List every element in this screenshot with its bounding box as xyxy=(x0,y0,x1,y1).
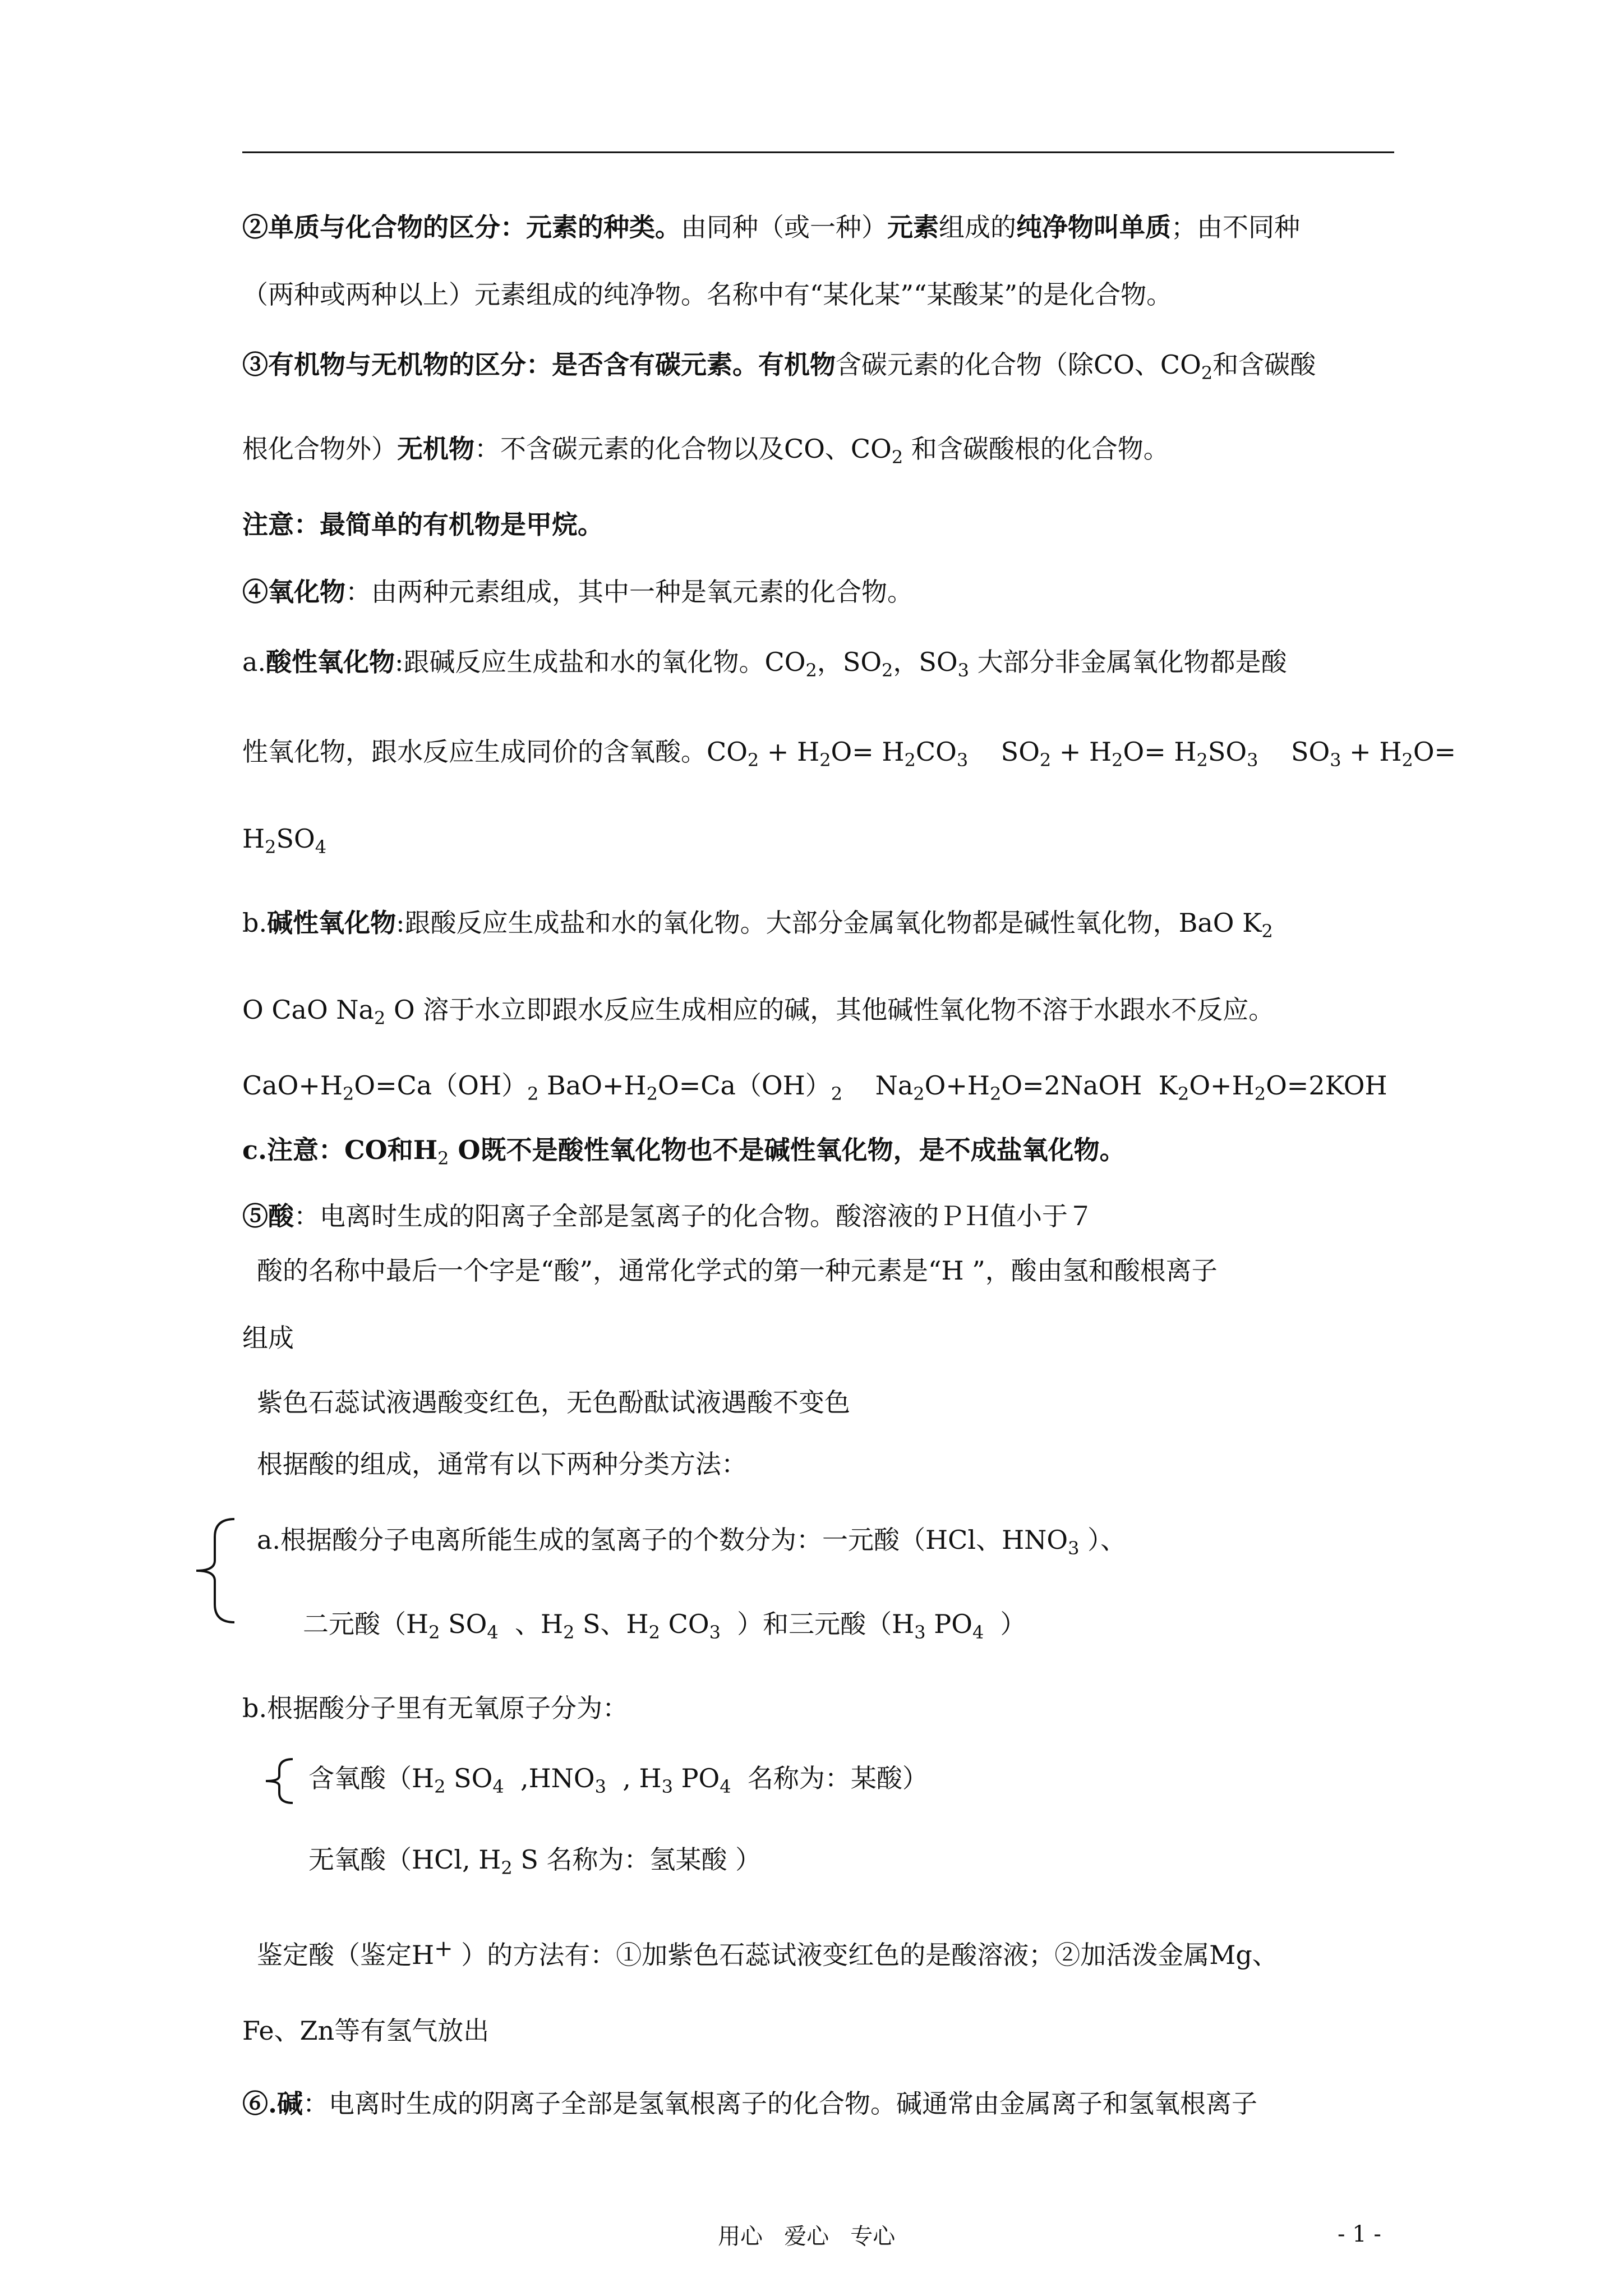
text-line xyxy=(242,1069,1387,1105)
subscript: 2 xyxy=(648,1622,661,1643)
text-segment: O=Ca（OH） xyxy=(354,1070,528,1101)
subscript: 3 xyxy=(661,1776,673,1797)
text-segment: 根据酸的组成，通常有以下两种分类方法： xyxy=(257,1449,747,1479)
text-segment: ）的方法有：①加紫色石蕊试液变红色的是酸溶液；②加活泼金属Mg、 xyxy=(453,1940,1278,1970)
text-segment: ：由两种元素组成，其中一种是氧元素的化合物。 xyxy=(345,577,913,607)
subscript: 2 xyxy=(437,1148,449,1169)
subscript: 2 xyxy=(819,749,831,771)
text-segment: 组成的 xyxy=(939,212,1016,242)
text-segment: O 溶于水立即跟水反应生成相应的碱，其他碱性氧化物不溶于水跟水不反应。 xyxy=(385,995,1275,1025)
text-line xyxy=(242,1691,628,1725)
subscript: 2 xyxy=(1112,749,1123,771)
superscript: + xyxy=(434,1936,453,1962)
subscript: 2 xyxy=(989,1083,1002,1105)
text-segment: 二元酸（H xyxy=(303,1609,429,1639)
text-segment: 性氧化物，跟水反应生成同价的含氧酸。CO xyxy=(242,737,748,767)
text-segment: 含氧酸（H xyxy=(308,1763,435,1793)
text-segment: 无机物 xyxy=(397,434,474,464)
text-segment: , H xyxy=(606,1763,662,1793)
text-line xyxy=(257,1938,1278,1972)
subscript: 3 xyxy=(956,749,969,771)
text-line xyxy=(242,348,1316,384)
subscript: 2 xyxy=(265,836,276,858)
text-segment: 碱性氧化物 xyxy=(267,908,396,938)
text-segment: ②单质与化合物的区分：元素的种类。 xyxy=(242,212,681,242)
text-line xyxy=(242,1199,1094,1233)
text-segment: SO xyxy=(276,823,315,854)
text-segment: BaO+H xyxy=(538,1070,647,1101)
text-line xyxy=(242,508,603,541)
text-segment: ） xyxy=(984,1609,1026,1639)
subscript: 2 xyxy=(1177,1083,1189,1105)
text-segment: ，SO xyxy=(817,647,882,677)
text-segment: S、H xyxy=(574,1609,649,1639)
text-segment: 和含碳酸 xyxy=(1212,349,1316,380)
curly-brace-icon xyxy=(190,1515,240,1627)
subscript: 2 xyxy=(563,1622,575,1643)
subscript: 3 xyxy=(594,1776,607,1797)
text-segment: 含碳元素的化合物（除CO、CO xyxy=(836,349,1201,380)
subscript: 2 xyxy=(831,1083,843,1105)
text-segment: O CaO Na xyxy=(242,995,374,1025)
text-segment: 元素 xyxy=(887,212,939,242)
subscript: 2 xyxy=(882,660,893,681)
subscript: 3 xyxy=(1068,1538,1080,1559)
text-line xyxy=(242,735,1456,769)
text-line xyxy=(242,645,1287,679)
text-segment: 酸的名称中最后一个字是“酸”，通常化学式的第一种元素是“H ”，酸由氢和酸根离子 xyxy=(257,1255,1218,1286)
text-segment: O+H xyxy=(1189,1070,1255,1101)
text-segment: 和含碳酸根的化合物。 xyxy=(903,434,1169,464)
text-segment: 根化合物外） xyxy=(242,434,397,464)
text-segment: SO xyxy=(1207,737,1247,767)
subscript: 2 xyxy=(1401,749,1413,771)
subscript: 2 xyxy=(374,1007,386,1029)
text-segment: a. xyxy=(242,647,266,677)
subscript: 2 xyxy=(1196,749,1208,771)
page-number: - 1 - xyxy=(1338,2221,1381,2247)
text-segment: PO xyxy=(925,1609,972,1639)
text-segment: O= xyxy=(1413,737,1456,767)
subscript: 2 xyxy=(1039,749,1052,771)
text-line xyxy=(242,993,1274,1027)
subscript: 2 xyxy=(646,1083,658,1105)
subscript: 4 xyxy=(487,1622,499,1643)
text-segment: CaO+H xyxy=(242,1070,343,1101)
text-line xyxy=(303,1607,1026,1641)
text-line xyxy=(242,278,1172,311)
text-segment: 纯净物叫单质 xyxy=(1016,212,1171,242)
text-segment: O= H xyxy=(1123,737,1197,767)
text-segment: O= H xyxy=(831,737,905,767)
text-line xyxy=(308,1843,762,1879)
text-segment: 注意：最简单的有机物是甲烷。 xyxy=(242,509,603,540)
text-segment: SO xyxy=(440,1609,487,1639)
text-segment: 组成 xyxy=(242,1323,294,1353)
text-segment: O=2KOH xyxy=(1266,1070,1387,1101)
subscript: 2 xyxy=(434,1776,446,1797)
text-segment: PO xyxy=(672,1763,720,1793)
text-segment: Na xyxy=(842,1070,914,1101)
subscript: 2 xyxy=(805,660,817,681)
text-line xyxy=(242,432,1169,466)
subscript: 4 xyxy=(972,1622,984,1643)
text-segment: ⑤酸 xyxy=(242,1201,294,1231)
subscript: 2 xyxy=(1201,362,1213,384)
text-segment: c.注意：CO和H xyxy=(242,1135,438,1165)
text-line xyxy=(257,1523,1126,1557)
text-segment: 紫色石蕊试液遇酸变红色，无色酚酞试液遇酸不变色 xyxy=(257,1387,850,1418)
text-segment: 酸性氧化物 xyxy=(266,647,395,677)
subscript: 2 xyxy=(1261,921,1273,942)
text-segment: CO xyxy=(915,737,957,767)
text-segment: 大部分非金属氧化物都是酸 xyxy=(969,647,1287,677)
text-segment: SO xyxy=(968,737,1040,767)
text-line xyxy=(257,1386,850,1419)
text-line xyxy=(257,1447,747,1481)
text-segment: H xyxy=(242,823,265,854)
subscript: 2 xyxy=(904,749,916,771)
subscript: 3 xyxy=(914,1622,926,1643)
subscript: 4 xyxy=(720,1776,731,1797)
text-line xyxy=(242,210,1300,244)
text-segment: Fe、Zn等有氢气放出 xyxy=(242,2016,490,2046)
text-line xyxy=(242,2087,1257,2120)
text-segment: b.根据酸分子里有无氧原子分为： xyxy=(242,1693,629,1723)
text-segment: 名称为：某酸） xyxy=(731,1763,928,1793)
text-segment: ③有机物与无机物的区分：是否含有碳元素。 xyxy=(242,349,758,380)
subscript: 2 xyxy=(913,1083,925,1105)
text-segment: 无氧酸（HCl, H xyxy=(308,1844,501,1875)
text-line xyxy=(242,906,1273,940)
curly-brace-icon xyxy=(259,1756,298,1806)
text-segment: SO xyxy=(1258,737,1330,767)
text-segment: ，SO xyxy=(893,647,958,677)
footer-motto: 用心 爱心 专心 xyxy=(718,2224,896,2249)
text-segment: SO xyxy=(445,1763,493,1793)
text-segment: 、H xyxy=(498,1609,564,1639)
text-segment: 鉴定酸（鉴定H xyxy=(257,1940,435,1970)
subscript: 2 xyxy=(1254,1083,1266,1105)
subscript: 4 xyxy=(492,1776,504,1797)
text-segment: O=2NaOH K xyxy=(1001,1070,1178,1101)
text-line xyxy=(242,2014,489,2047)
header-rule xyxy=(242,151,1394,153)
text-segment: ：电离时生成的阴离子全部是氢氧根离子的化合物。碱通常由金属离子和氢氧根离子 xyxy=(303,2088,1258,2119)
text-segment: （两种或两种以上）元素组成的纯净物。名称中有“某化某”“某酸某”的是化合物。 xyxy=(242,279,1173,310)
subscript: 2 xyxy=(343,1083,354,1105)
text-line xyxy=(242,1321,294,1355)
text-segment: ：不含碳元素的化合物以及CO、CO xyxy=(474,434,892,464)
text-segment: ④氧化物 xyxy=(242,577,345,607)
text-segment: + H xyxy=(1051,737,1112,767)
text-line xyxy=(257,1254,1218,1287)
subscript: 3 xyxy=(957,660,969,681)
subscript: 3 xyxy=(1330,749,1341,771)
text-segment: ）和三元酸（H xyxy=(720,1609,915,1639)
text-segment: b. xyxy=(242,908,268,938)
text-segment: ；由不同种 xyxy=(1171,212,1300,242)
text-line xyxy=(242,822,327,858)
text-segment: :跟碱反应生成盐和水的氧化物。CO xyxy=(395,647,806,677)
text-segment: a.根据酸分子电离所能生成的氢离子的个数分为：一元酸（HCl、HNO xyxy=(257,1525,1068,1555)
text-segment: CO xyxy=(660,1609,709,1639)
text-segment: 由同种（或一种） xyxy=(681,212,887,242)
subscript: 2 xyxy=(428,1622,440,1643)
subscript: 2 xyxy=(891,447,903,468)
text-line xyxy=(242,1133,1126,1167)
text-segment: ⑥.碱 xyxy=(242,2088,303,2119)
text-segment: :跟酸反应生成盐和水的氧化物。大部分金属氧化物都是碱性氧化物，BaO K xyxy=(396,908,1262,938)
subscript: 3 xyxy=(709,1622,721,1643)
subscript: 2 xyxy=(747,749,759,771)
subscript: 4 xyxy=(315,836,327,858)
text-segment: ,HNO xyxy=(504,1763,595,1793)
subscript: 2 xyxy=(501,1857,513,1879)
text-line xyxy=(308,1761,928,1795)
text-segment: + H xyxy=(1341,737,1402,767)
text-line xyxy=(242,575,913,609)
text-segment: + H xyxy=(759,737,820,767)
text-segment: ）、 xyxy=(1079,1525,1127,1555)
text-segment: O=Ca（OH） xyxy=(658,1070,831,1101)
text-segment: 有机物 xyxy=(758,349,836,380)
subscript: 2 xyxy=(527,1083,539,1105)
text-segment: ：电离时生成的阳离子全部是氢离子的化合物。酸溶液的ＰＨ值小于７ xyxy=(294,1201,1094,1231)
text-segment: O既不是酸性氧化物也不是碱性氧化物，是不成盐氧化物。 xyxy=(449,1135,1126,1165)
text-segment: O+H xyxy=(924,1070,990,1101)
subscript: 3 xyxy=(1247,749,1258,771)
text-segment: S 名称为：氢某酸 ） xyxy=(512,1844,762,1875)
